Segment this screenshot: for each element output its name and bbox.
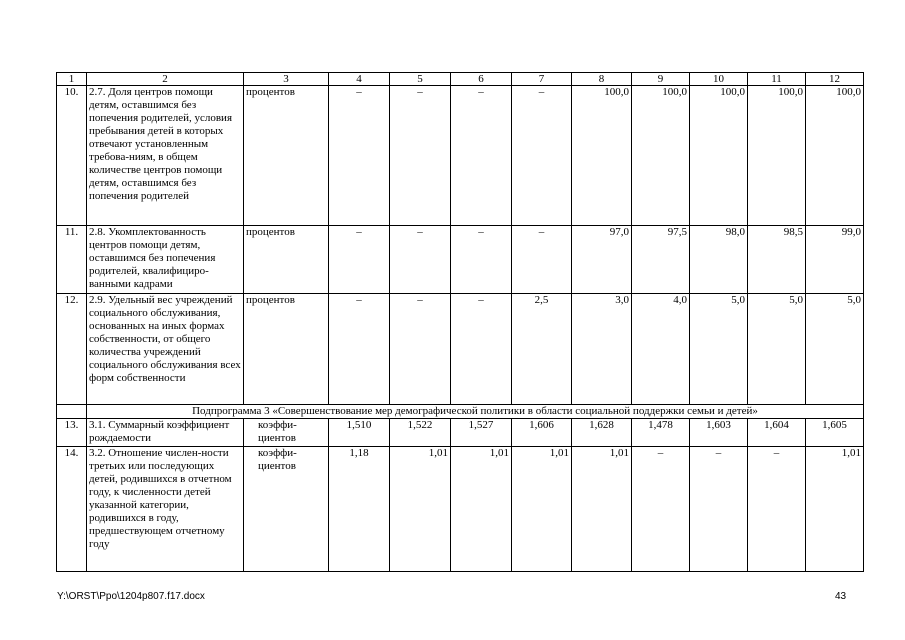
header-cell: 3 — [244, 73, 329, 86]
table-row — [57, 86, 864, 226]
row-number: 13. — [57, 419, 87, 447]
value-cell: – — [690, 447, 748, 572]
value-cell: 1,604 — [748, 419, 806, 447]
value-cell: 100,0 — [572, 86, 632, 226]
value-cell: 1,603 — [690, 419, 748, 447]
value-cell: 4,0 — [632, 294, 690, 405]
unit-cell: процентов — [244, 226, 329, 294]
value-cell: – — [512, 86, 572, 226]
value-cell: 1,01 — [390, 447, 451, 572]
value-cell: – — [512, 226, 572, 294]
value-cell: 1,01 — [806, 447, 864, 572]
unit-cell: процентов — [244, 86, 329, 226]
value-cell: – — [329, 294, 390, 405]
indicator-name: 3.1. Суммарный коэффициент рождаемости — [87, 419, 244, 447]
value-cell: 1,01 — [512, 447, 572, 572]
value-cell: – — [329, 86, 390, 226]
value-cell: – — [329, 226, 390, 294]
indicator-name: 3.2. Отношение числен-ности третьих или последующих детей, родившихся в отчетном году, к численности детей указанной категории, родившихся в году, предшествующем отчетному году — [87, 447, 244, 572]
header-cell: 2 — [87, 73, 244, 86]
value-cell: 99,0 — [806, 226, 864, 294]
value-cell: 3,0 — [572, 294, 632, 405]
value-cell: 1,527 — [451, 419, 512, 447]
value-cell: 2,5 — [512, 294, 572, 405]
header-cell: 12 — [806, 73, 864, 86]
indicator-name: 2.7. Доля центров помощи детям, оставшимся без попечения родителей, условия пребывания детей в которых отвечают установленным требова-ниям, в общем количестве центров помощи детям, оставшимся без попечения родителей — [87, 86, 244, 226]
value-cell: – — [390, 226, 451, 294]
value-cell: 100,0 — [748, 86, 806, 226]
unit-cell: коэффи-циентов — [244, 419, 329, 447]
subprogram-title: Подпрограмма 3 «Совершенствование мер демографической политики в области социальной поддержки семьи и детей» — [87, 405, 864, 419]
value-cell: 100,0 — [806, 86, 864, 226]
value-cell: 1,628 — [572, 419, 632, 447]
header-cell: 1 — [57, 73, 87, 86]
indicators-table — [56, 72, 864, 572]
table-row — [57, 419, 864, 447]
header-cell: 7 — [512, 73, 572, 86]
value-cell: 1,606 — [512, 419, 572, 447]
value-cell: 97,0 — [572, 226, 632, 294]
subprogram-row — [57, 405, 864, 419]
value-cell: 5,0 — [806, 294, 864, 405]
value-cell: 1,510 — [329, 419, 390, 447]
value-cell: – — [451, 226, 512, 294]
table-row — [57, 294, 864, 405]
table-row — [57, 226, 864, 294]
value-cell: – — [451, 86, 512, 226]
value-cell: 1,01 — [451, 447, 512, 572]
unit-cell: коэффи-циентов — [244, 447, 329, 572]
value-cell: 1,478 — [632, 419, 690, 447]
header-cell: 4 — [329, 73, 390, 86]
value-cell: – — [390, 86, 451, 226]
value-cell: 100,0 — [690, 86, 748, 226]
value-cell: 98,0 — [690, 226, 748, 294]
row-number: 14. — [57, 447, 87, 572]
header-cell: 11 — [748, 73, 806, 86]
value-cell: 5,0 — [748, 294, 806, 405]
value-cell: 1,18 — [329, 447, 390, 572]
row-number: 10. — [57, 86, 87, 226]
column-number-row — [57, 73, 864, 86]
value-cell: – — [632, 447, 690, 572]
value-cell: – — [748, 447, 806, 572]
header-cell: 6 — [451, 73, 512, 86]
row-number: 12. — [57, 294, 87, 405]
unit-cell: процентов — [244, 294, 329, 405]
table-row — [57, 447, 864, 572]
subprogram-num-cell — [57, 405, 87, 419]
value-cell: 98,5 — [748, 226, 806, 294]
indicator-name: 2.8. Укомплектованность центров помощи детям, оставшимся без попечения родителей, квалифициро-ванными кадрами — [87, 226, 244, 294]
value-cell: 100,0 — [632, 86, 690, 226]
value-cell: 1,605 — [806, 419, 864, 447]
header-cell: 5 — [390, 73, 451, 86]
value-cell: 97,5 — [632, 226, 690, 294]
header-cell: 9 — [632, 73, 690, 86]
value-cell: 5,0 — [690, 294, 748, 405]
value-cell: – — [451, 294, 512, 405]
file-path: Y:\ORST\Ppo\1204p807.f17.docx — [57, 591, 205, 602]
page-number: 43 — [835, 591, 847, 602]
header-cell: 10 — [690, 73, 748, 86]
header-cell: 8 — [572, 73, 632, 86]
row-number: 11. — [57, 226, 87, 294]
value-cell: – — [390, 294, 451, 405]
value-cell: 1,01 — [572, 447, 632, 572]
indicator-name: 2.9. Удельный вес учреждений социального обслуживания, основанных на иных формах собственности, от общего количества учреждений социального обслуживания всех форм собственности — [87, 294, 244, 405]
value-cell: 1,522 — [390, 419, 451, 447]
